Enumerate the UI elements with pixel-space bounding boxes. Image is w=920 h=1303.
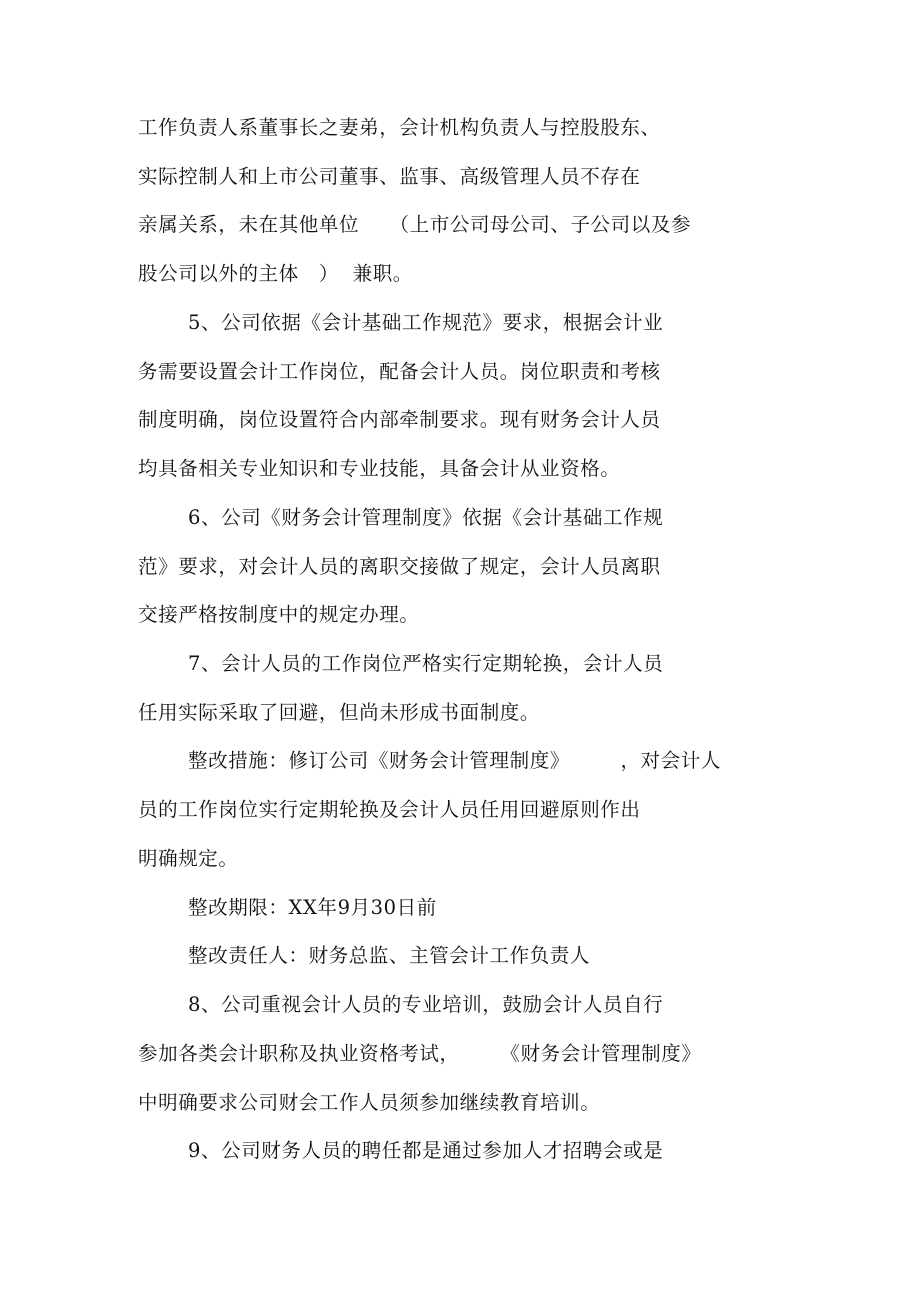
- paragraph-start-line: 8、公司重视会计人员的专业培训，鼓励会计人员自行: [188, 993, 664, 1016]
- text-line: 参加各类会计职称及执业资格考试， 《财务会计管理制度》: [138, 1042, 702, 1065]
- text-line: 范》要求，对会计人员的离职交接做了规定，会计人员离职: [138, 555, 661, 578]
- paragraph-start-line: 9、公司财务人员的聘任都是通过参加人才招聘会或是: [188, 1139, 664, 1162]
- text-line: 亲属关系，未在其他单位 （上市公司母公司、子公司以及参: [138, 213, 692, 236]
- text-line: 交接严格按制度中的规定办理。: [138, 603, 420, 626]
- text-line: 工作负责人系董事长之妻弟，会计机构负责人与控股股东、: [138, 116, 661, 139]
- paragraph-start-line: 整改措施：修订公司《财务会计管理制度》 ，对会计人: [188, 749, 721, 772]
- text-line: 实际控制人和上市公司董事、监事、高级管理人员不存在: [138, 165, 641, 188]
- paragraph-start-line: 7、会计人员的工作岗位严格实行定期轮换，会计人员: [188, 652, 664, 675]
- responsible-line: 整改责任人：财务总监、主管会计工作负责人: [188, 944, 591, 967]
- paragraph-start-line: 6、公司《财务会计管理制度》依据《会计基础工作规: [188, 506, 664, 529]
- text-line: 员的工作岗位实行定期轮换及会计人员任用回避原则作出: [138, 798, 641, 821]
- text-line: 明确规定。: [138, 847, 239, 870]
- paragraph-start-line: 5、公司依据《会计基础工作规范》要求，根据会计业: [188, 311, 664, 334]
- text-line: 务需要设置会计工作岗位，配备会计人员。岗位职责和考核: [138, 360, 661, 383]
- text-line: 均具备相关专业知识和专业技能，具备会计从业资格。: [138, 457, 621, 480]
- text-line: 制度明确，岗位设置符合内部牵制要求。现有财务会计人员: [138, 408, 661, 431]
- text-line: 股公司以外的主体 ） 兼职。: [138, 262, 413, 285]
- text-line: 中明确要求公司财会工作人员须参加继续教育培训。: [138, 1091, 601, 1114]
- text-line: 任用实际采取了回避，但尚未形成书面制度。: [138, 701, 541, 724]
- deadline-line: 整改期限：XX年9月30日前: [188, 896, 437, 919]
